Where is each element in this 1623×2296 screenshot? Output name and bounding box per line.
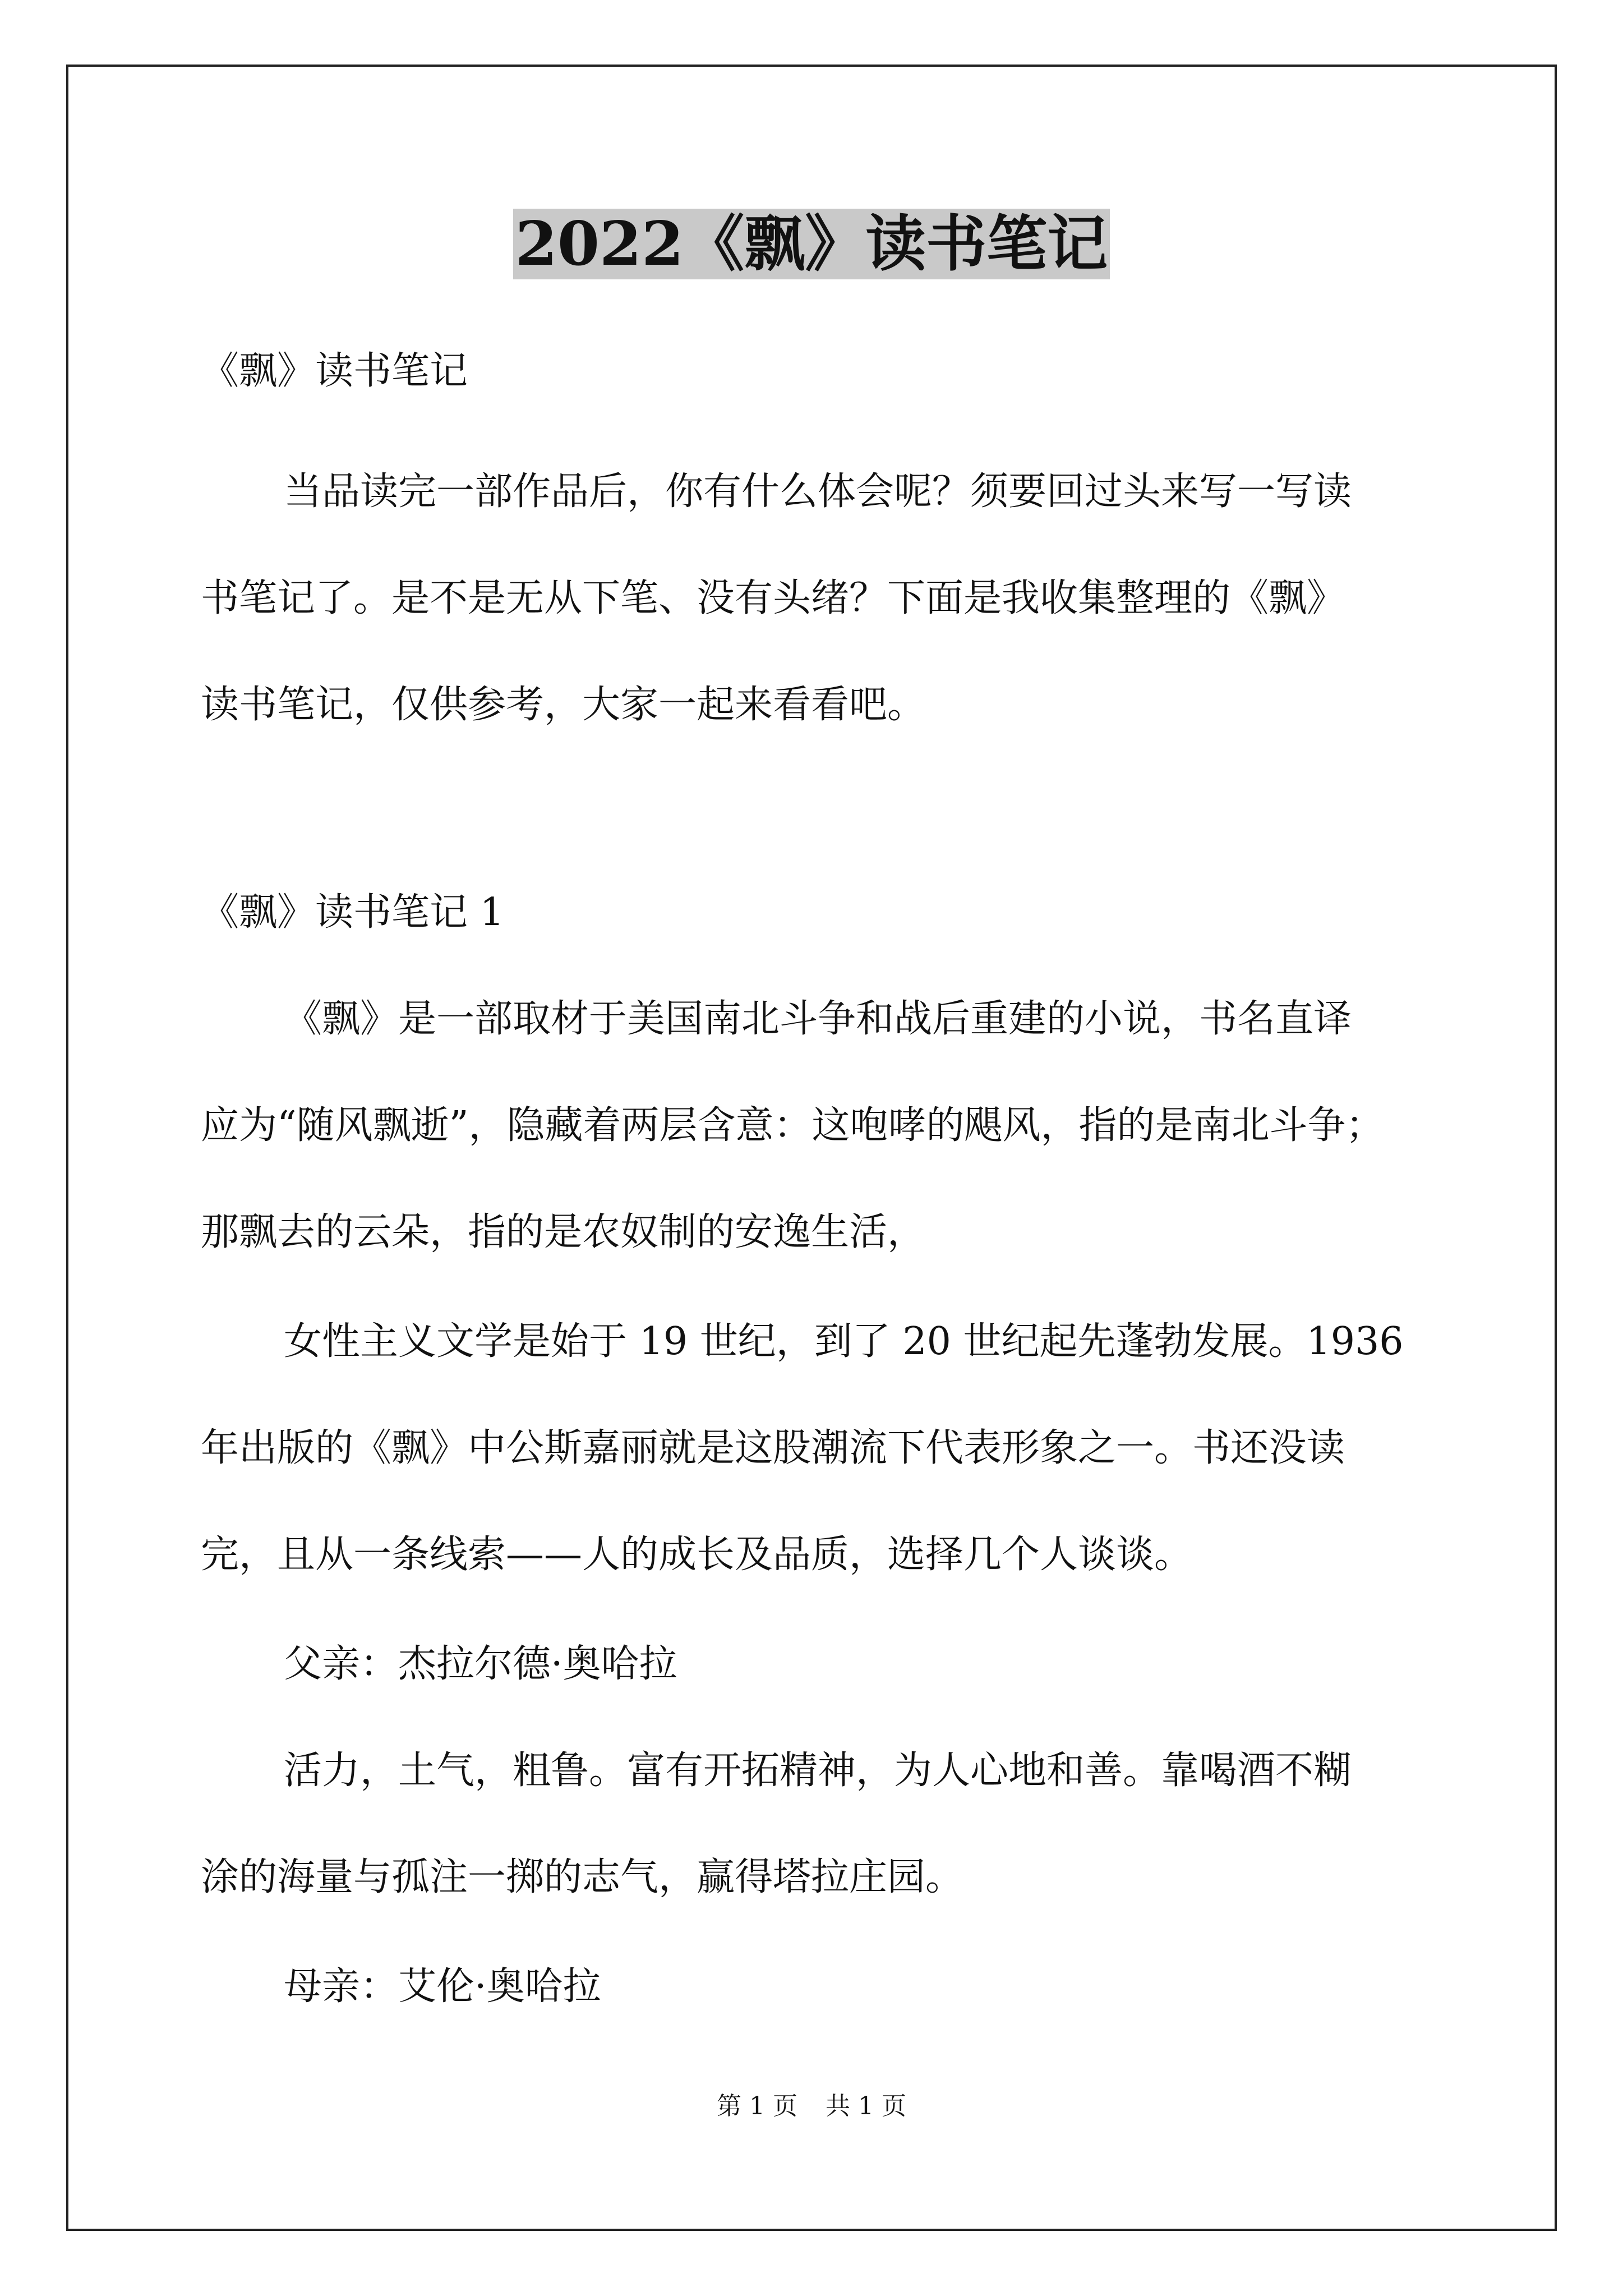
father-heading: 父亲：杰拉尔德·奥哈拉	[284, 1642, 677, 1686]
intro-line-2: 书笔记了。是不是无从下笔、没有头绪？下面是我收集整理的《飘》	[201, 576, 1345, 620]
paragraph-2-line-2: 年出版的《飘》中公斯嘉丽就是这股潮流下代表形象之一。书还没读	[201, 1426, 1345, 1470]
paragraph-1-line-1: 《飘》是一部取材于美国南北斗争和战后重建的小说，书名直译	[284, 997, 1352, 1041]
intro-line-1: 当品读完一部作品后，你有什么体会呢？须要回过头来写一写读	[284, 470, 1352, 514]
paragraph-2-line-1: 女性主义文学是始于 19 世纪，到了 20 世纪起先蓬勃发展。1936	[284, 1319, 1404, 1364]
paragraph-3-line-1: 活力，土气，粗鲁。富有开拓精神，为人心地和善。靠喝酒不糊	[284, 1749, 1352, 1793]
page-number: 第 1 页	[717, 2092, 797, 2120]
document-title	[0, 208, 1623, 280]
section-heading: 《飘》读书笔记 1	[201, 890, 504, 935]
paragraph-2-line-3: 完，且从一条线索——人的成长及品质，选择几个人谈谈。	[201, 1533, 1193, 1577]
page-footer	[0, 2090, 1623, 2123]
intro-line-3: 读书笔记，仅供参考，大家一起来看看吧。	[201, 683, 926, 727]
mother-heading: 母亲：艾伦·奥哈拉	[284, 1964, 601, 2009]
paragraph-1-line-2: 应为“随风飘逝”，隐藏着两层含意：这咆哮的飓风，指的是南北斗争；	[201, 1103, 1384, 1148]
paragraph-1-line-3: 那飘去的云朵，指的是农奴制的安逸生活，	[201, 1210, 926, 1254]
document-title-text: 2022《飘》读书笔记	[513, 209, 1110, 279]
paragraph-3-line-2: 涂的海量与孤注一掷的志气，赢得塔拉庄园。	[201, 1855, 964, 1899]
subtitle: 《飘》读书笔记	[201, 349, 468, 393]
page-total: 共 1 页	[826, 2092, 906, 2120]
